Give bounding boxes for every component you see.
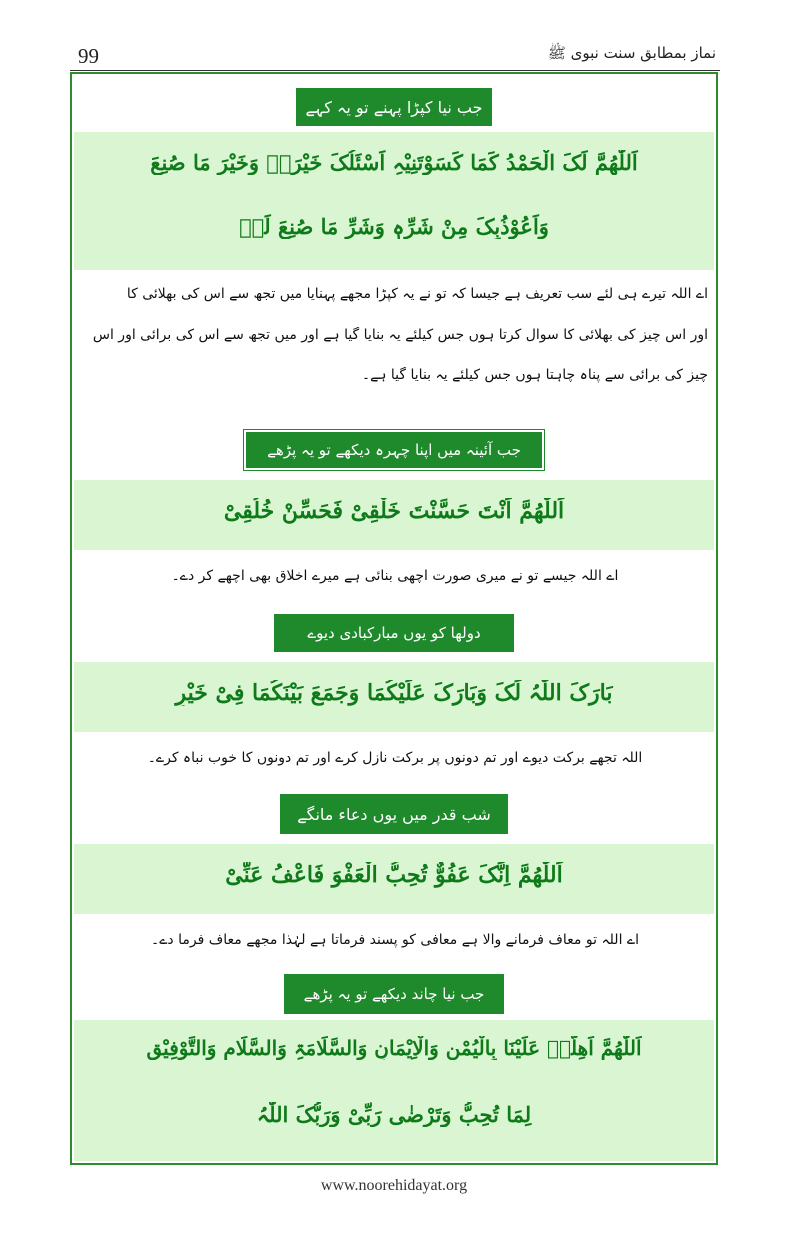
page-number: 99: [78, 44, 99, 68]
footer-url[interactable]: www.noorehidayat.org: [320, 1177, 468, 1194]
dua-line: وَاَعُوْذُبِکَ مِنْ شَرِّہٖ وَشَرِّ مَا صُنِعَ لَہٗ: [239, 214, 549, 239]
dua-line: اَللّٰھُمَّ اِنَّکَ عَفُوٌّ تُحِبُّ الْعَفْوَ فَاعْفُ عَنِّیْ: [225, 862, 563, 888]
translation-line: اے اللہ جیسے تو نے میری صورت اچھی بنائی ہے میرے اخلاق بھی اچھے کر دے۔: [171, 568, 619, 584]
translation-line: اے اللہ تو معاف فرمانے والا ہے معافی کو پسند فرماتا ہے لہٰذا مجھے معاف فرما دے۔: [150, 932, 639, 948]
section-heading-groom: دولھا کو یوں مبارکبادی دیوے: [274, 614, 514, 652]
dua-band-new-clothes: [74, 132, 714, 270]
dua-line: بَارَکَ اللّٰہُ لَکَ وَبَارَکَ عَلَیْکُمَا وَجَمَعَ بَیْنَکُمَا فِیْ خَیْرٍ: [175, 680, 613, 706]
dua-line: اَللّٰھُمَّ اَنْتَ حَسَّنْتَ خَلْقِیْ فَحَسِّنْ خُلُقِیْ: [223, 498, 565, 524]
dua-line: اَللّٰھُمَّ لَکَ الْحَمْدُ کَمَا کَسَوْتَنِیْہِ اَسْئَلُکَ خَیْرَہٗ وَخَیْرَ مَا صُنِعَ: [150, 150, 638, 175]
dua-line: لِمَا تُحِبُّ وَتَرْضٰی رَبِّیْ وَرَبُّکَ اللّٰہُ: [256, 1102, 532, 1127]
dua-band-shab-e-qadr: [74, 844, 714, 914]
section-heading-mirror: جب آئینہ میں اپنا چہرہ دیکھے تو یہ پڑھے: [244, 430, 544, 470]
dua-band-groom: [74, 662, 714, 732]
section-heading-shab-e-qadr: شب قدر میں یوں دعاء مانگے: [280, 794, 508, 834]
content-frame: [70, 72, 718, 1165]
dua-band-new-moon: [74, 1020, 714, 1161]
running-title: نماز بمطابق سنت نبوی ﷺ: [547, 44, 716, 62]
header-rule: [70, 70, 720, 71]
dua-line: اَللّٰھُمَّ اَھِلَّہٗ عَلَیْنَا بِالْیُمْنِ وَالْاِیْمَانِ وَالسَّلَامَۃِ وَالسَّلَامِ وَالتَّوْفِیْقِ: [146, 1036, 642, 1060]
translation-line: اللہ تجھے برکت دیوے اور تم دونوں پر برکت نازل کرے اور تم دونوں کا خوب نباہ کرے۔: [147, 750, 643, 766]
dua-band-mirror: [74, 480, 714, 550]
translation-line: اے اللہ تیرے ہی لئے سب تعریف ہے جیسا کہ تو نے یہ کپڑا مجھے پہنایا میں تجھ سے اس کی بھلائی کا: [126, 286, 708, 302]
translation-line: اور اس چیز کی بھلائی کا سوال کرتا ہوں جس کیلئے یہ بنایا گیا ہے اور میں تجھ سے اس کی برائی اور اس: [92, 327, 708, 343]
translation-line: چیز کی برائی سے پناہ چاہتا ہوں جس کیلئے یہ بنایا گیا ہے۔: [361, 367, 708, 383]
section-heading-new-moon: جب نیا چاند دیکھے تو یہ پڑھے: [284, 974, 504, 1014]
section-heading-new-clothes: جب نیا کپڑا پہنے تو یہ کہے: [296, 88, 492, 126]
